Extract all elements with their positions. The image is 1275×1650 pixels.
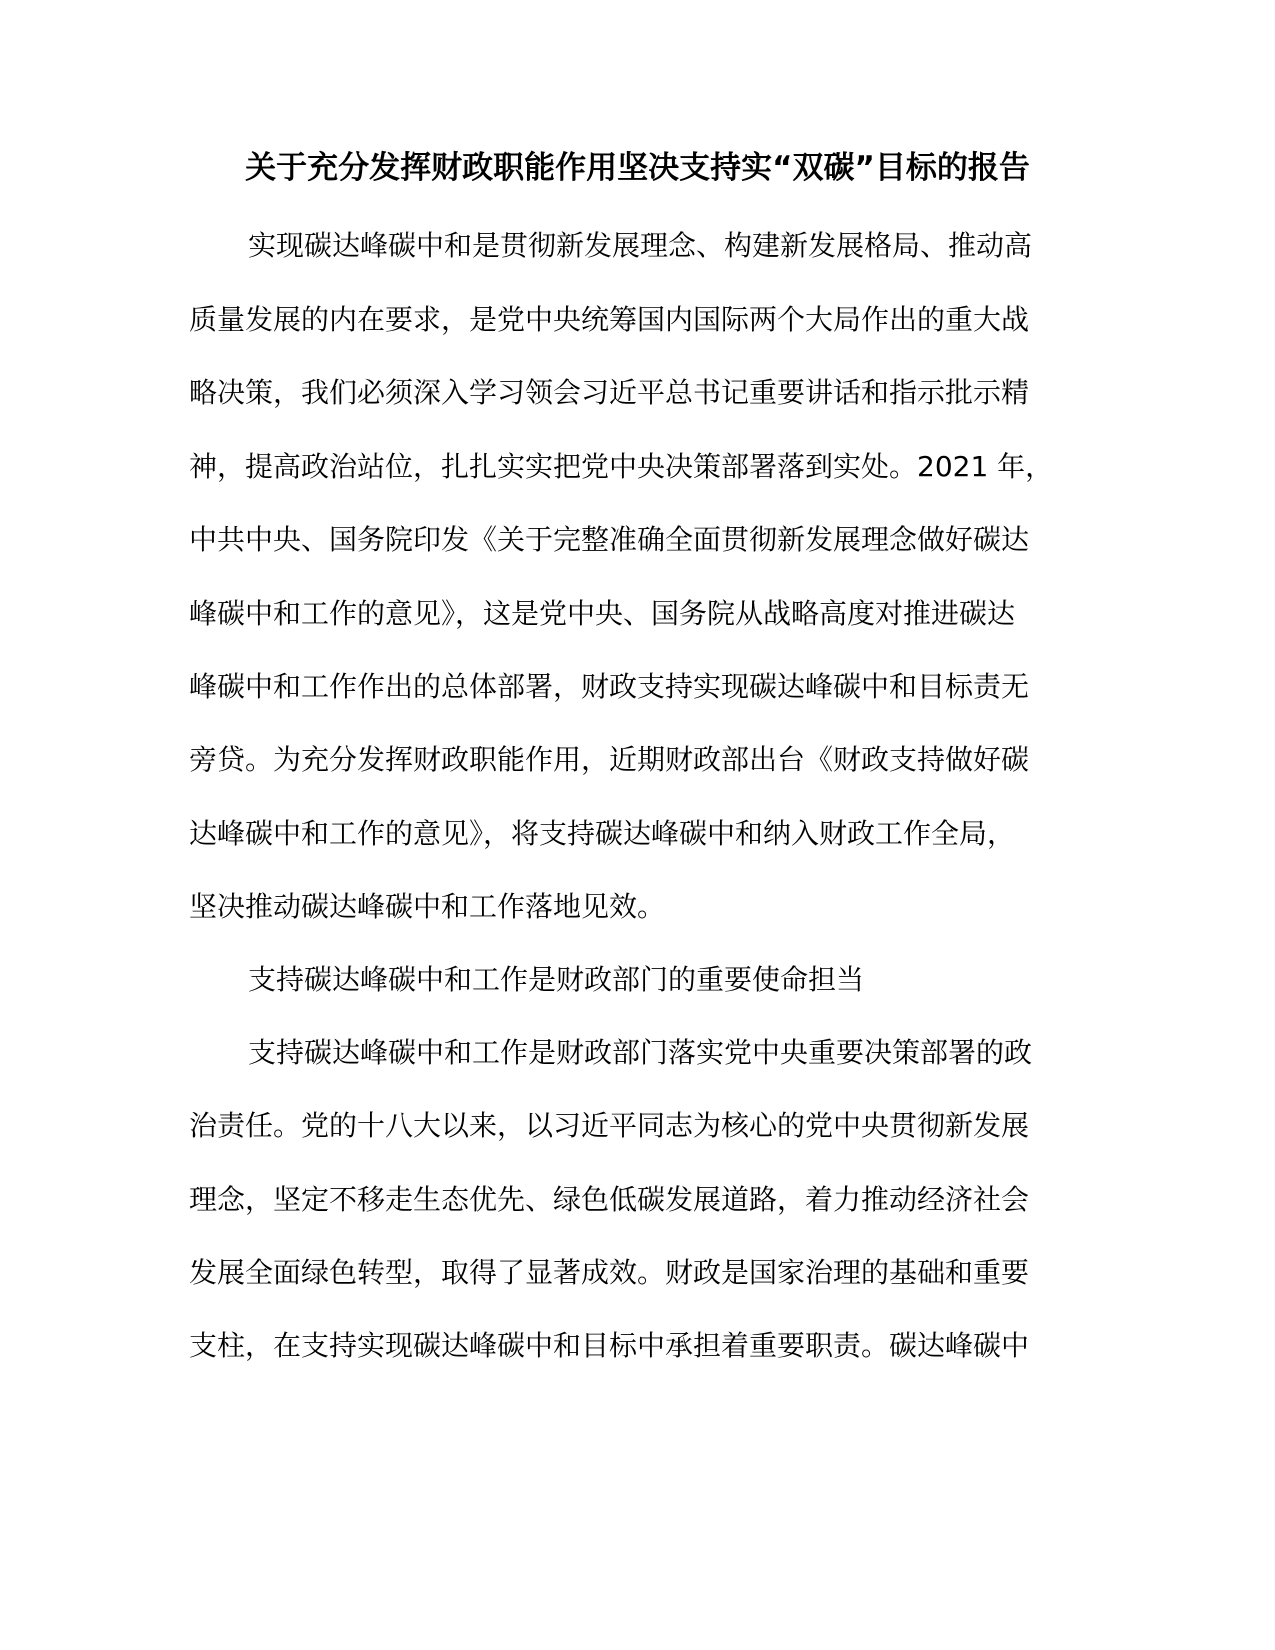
paragraph-2-line-5: 支柱，在支持实现碳达峰碳中和目标中承担着重要职责。碳达峰碳中 <box>189 1329 1030 1362</box>
paragraph-2-line-4: 发展全面绿色转型，取得了显著成效。财政是国家治理的基础和重要 <box>189 1256 1030 1289</box>
paragraph-1-line-9: 达峰碳中和工作的意见》，将支持碳达峰碳中和纳入财政工作全局， <box>189 817 1016 850</box>
paragraph-1-line-2: 质量发展的内在要求，是党中央统筹国内国际两个大局作出的重大战 <box>189 303 1030 336</box>
paragraph-2-line-3: 理念，坚定不移走生态优先、绿色低碳发展道路，着力推动经济社会 <box>189 1183 1030 1216</box>
paragraph-1-line-5: 中共中央、国务院印发《关于完整准确全面贯彻新发展理念做好碳达 <box>189 523 1030 556</box>
paragraph-1-line-1: 实现碳达峰碳中和是贯彻新发展理念、构建新发展格局、推动高 <box>248 229 1033 262</box>
paragraph-2-line-1: 支持碳达峰碳中和工作是财政部门落实党中央重要决策部署的政 <box>248 1036 1033 1069</box>
paragraph-1-line-7: 峰碳中和工作作出的总体部署，财政支持实现碳达峰碳中和目标责无 <box>189 670 1030 703</box>
paragraph-2-line-2: 治责任。党的十八大以来，以习近平同志为核心的党中央贯彻新发展 <box>189 1109 1030 1142</box>
paragraph-1-line-3: 略决策，我们必须深入学习领会习近平总书记重要讲话和指示批示精 <box>189 376 1030 409</box>
paragraph-1-line-6: 峰碳中和工作的意见》，这是党中央、国务院从战略高度对推进碳达 <box>189 597 1016 630</box>
paragraph-1-line-4: 神，提高政治站位，扎扎实实把党中央决策部署落到实处。2021 年， <box>189 450 1054 483</box>
document-title: 关于充分发挥财政职能作用坚决支持实“双碳”目标的报告 <box>245 150 1030 186</box>
paragraph-1-line-8: 旁贷。为充分发挥财政职能作用，近期财政部出台《财政支持做好碳 <box>189 743 1030 776</box>
paragraph-1-line-10: 坚决推动碳达峰碳中和工作落地见效。 <box>189 890 666 923</box>
section-heading: 支持碳达峰碳中和工作是财政部门的重要使命担当 <box>248 963 865 996</box>
